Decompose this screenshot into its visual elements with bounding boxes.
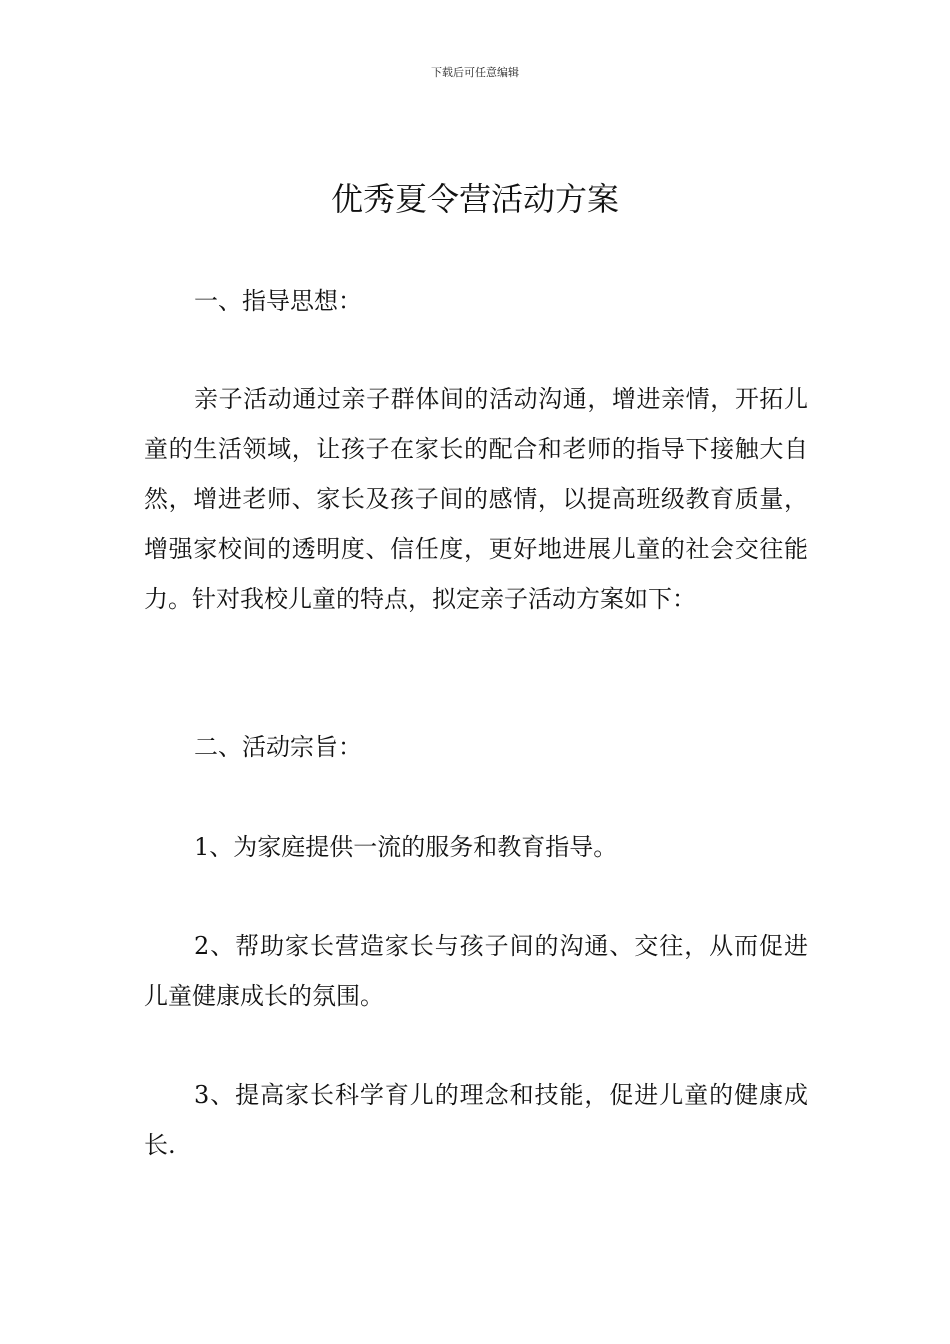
section2-item-3: 3、提高家长科学育儿的理念和技能，促进儿童的健康成长. bbox=[144, 1081, 808, 1159]
section1-heading: 一、指导思想： bbox=[194, 287, 362, 315]
document-title: 优秀夏令营活动方案 bbox=[330, 180, 619, 218]
header-note: 下载后可任意编辑 bbox=[431, 66, 519, 79]
section2-heading: 二、活动宗旨： bbox=[194, 733, 362, 761]
section1-paragraph: 亲子活动通过亲子群体间的活动沟通，增进亲情，开拓儿童的生活领域，让孩子在家长的配合和老师的指导下接触大自然，增进老师、家长及孩子间的感情，以提高班级教育质量，增强家校间的透明度、信任度，更好地进展儿童的社会交往能力。针对我校儿童的特点，拟定亲子活动方案如下： bbox=[144, 385, 808, 613]
section2-item-2: 2、帮助家长营造家长与孩子间的沟通、交往，从而促进儿童健康成长的氛围。 bbox=[144, 932, 808, 1010]
section2-item-1: 1、为家庭提供一流的服务和教育指导。 bbox=[194, 833, 618, 861]
